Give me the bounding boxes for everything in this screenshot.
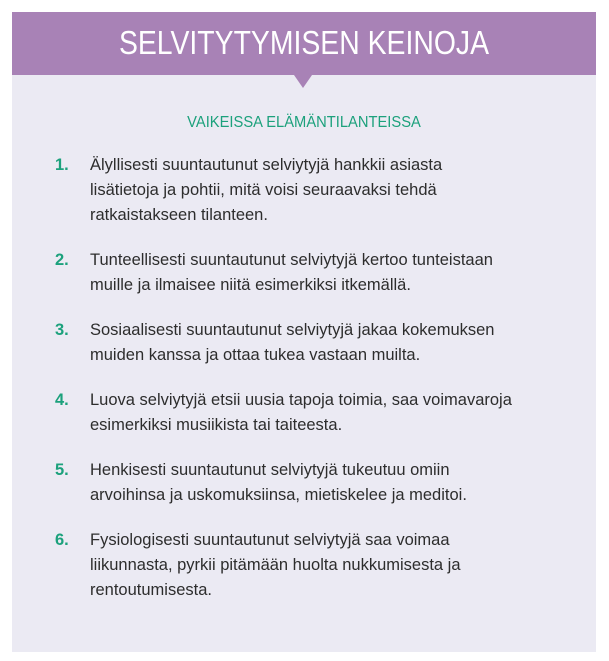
list-item: [55, 388, 575, 438]
item-line: rentoutumisesta.: [90, 581, 212, 599]
item-line: ratkaistakseen tilanteen.: [90, 206, 268, 224]
item-text: [90, 528, 562, 603]
item-number: 5.: [55, 461, 69, 479]
title-banner: [12, 12, 596, 75]
item-number: 1.: [55, 156, 69, 174]
item-line: Sosiaalisesti suuntautunut selviytyjä jakaa kokemuksen: [90, 321, 495, 339]
item-line: Henkisesti suuntautunut selviytyjä tukeutuu omiin: [90, 461, 450, 479]
item-text: [90, 318, 562, 368]
list-item: [55, 318, 575, 368]
item-line: lisätietoja ja pohtii, mitä voisi seuraavaksi tehdä: [90, 181, 437, 199]
item-line: Älyllisesti suuntautunut selviytyjä hankkii asiasta: [90, 156, 443, 174]
list-item: [55, 248, 575, 298]
item-line: esimerkiksi musiikista tai taiteesta.: [90, 416, 343, 434]
item-number: 6.: [55, 531, 69, 549]
item-line: muiden kanssa ja ottaa tukea vastaan muilta.: [90, 346, 421, 364]
item-number: 2.: [55, 251, 69, 269]
list-item: [55, 528, 575, 603]
page-title: SELVITYTYMISEN KEINOJA: [118, 24, 490, 61]
banner-pointer: [294, 75, 312, 88]
item-line: liikunnasta, pyrkii pitämään huolta nukkumisesta ja: [90, 556, 461, 574]
list-item: [55, 153, 575, 228]
item-text: [90, 388, 562, 438]
item-line: muille ja ilmaisee niitä esimerkiksi itkemällä.: [90, 276, 411, 294]
item-text: [90, 248, 562, 298]
item-line: arvoihinsa ja uskomuksiinsa, mietiskelee ja meditoi.: [90, 486, 467, 504]
item-line: Luova selviytyjä etsii uusia tapoja toimia, saa voimavaroja: [90, 391, 512, 409]
item-number: 3.: [55, 321, 69, 339]
item-text: [90, 458, 562, 508]
item-line: Fysiologisesti suuntautunut selviytyjä saa voimaa: [90, 531, 450, 549]
subtitle: VAIKEISSA ELÄMÄNTILANTEISSA: [187, 114, 421, 131]
info-card: [12, 12, 596, 652]
list-item: [55, 458, 575, 508]
item-text: [90, 153, 562, 228]
coping-methods-list: [55, 153, 575, 623]
item-number: 4.: [55, 391, 69, 409]
item-line: Tunteellisesti suuntautunut selviytyjä kertoo tunteistaan: [90, 251, 493, 269]
